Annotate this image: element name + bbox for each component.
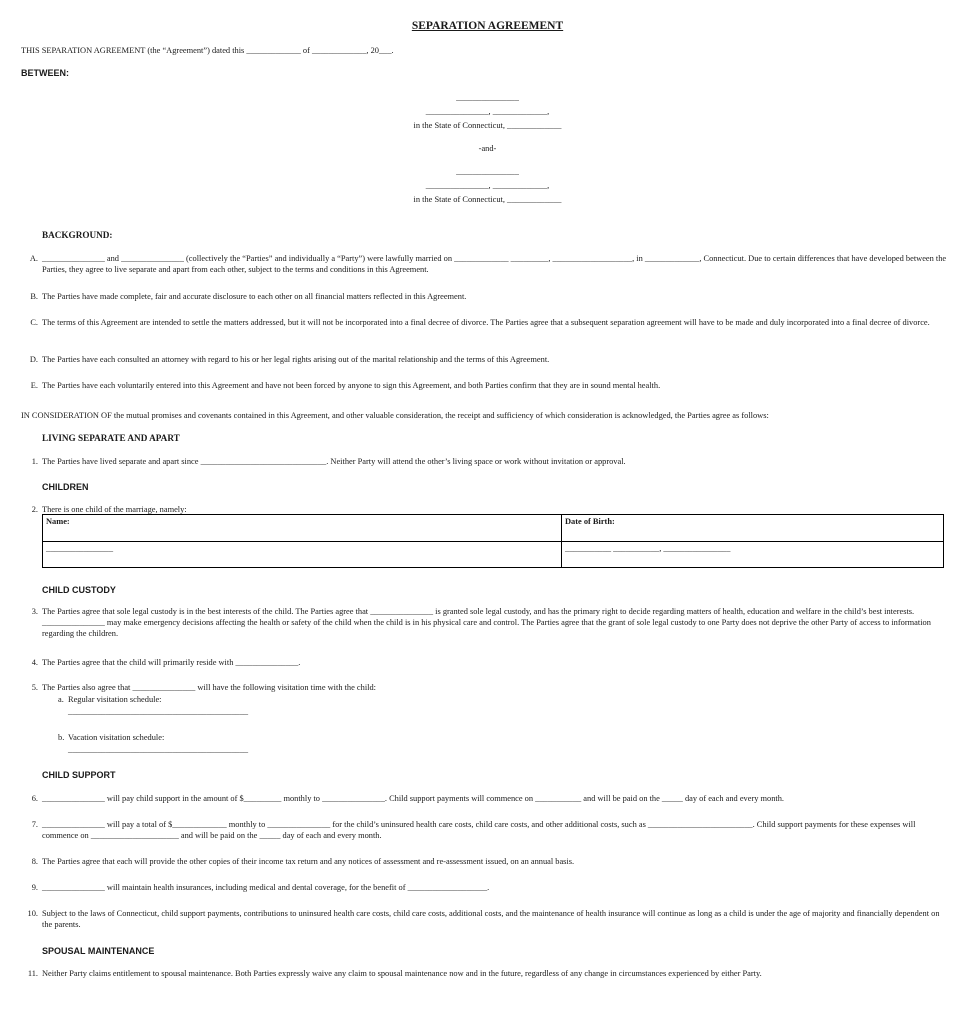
clause-5a-blank: ___________________________________________ — [68, 707, 249, 716]
and-separator: -and- — [478, 144, 497, 153]
document-title: SEPARATION AGREEMENT — [411, 20, 564, 32]
background-heading: BACKGROUND: — [42, 230, 113, 240]
clause-7-text: _______________ will pay a total of $_____________ monthly to _______________ for the child’s uninsured health care costs, child care costs, and other additional costs, such as _________________________. Child support payments for these expenses will commence on _____________________ and will be paid on the _____ day of each and every month. — [42, 820, 916, 840]
table-row — [43, 542, 944, 568]
living-separate-heading: LIVING SEPARATE AND APART — [42, 433, 180, 443]
clause-2-text: There is one child of the marriage, namely: — [42, 505, 187, 514]
child-dob-cell: ___________ ___________, ________________ — [562, 542, 944, 568]
background-e-text: The Parties have each voluntarily entered into this Agreement and have not been forced by anyone to sign this Agreement, and both Parties confirm that they are in sound mental health. — [42, 381, 661, 390]
clause-5-label: 5. — [31, 683, 38, 692]
child-table — [42, 514, 944, 568]
table-header-row — [43, 515, 944, 542]
party1-address-blank: _______________, _____________, — [425, 107, 550, 116]
background-c-label: C. — [30, 318, 38, 327]
clause-7-label: 7. — [31, 820, 38, 829]
party1-state-line: in the State of Connecticut, _____________ — [413, 121, 562, 130]
clause-10-text: Subject to the laws of Connecticut, child support payments, contributions to uninsured health care costs, child care costs, additional costs, and the maintenance of health insurance will continue as long as a child is under the age of majority and financially dependent on the parents. — [42, 909, 940, 929]
clause-11-label: 11. — [27, 969, 38, 978]
clause-3-text: The Parties agree that sole legal custody is in the best interests of the child. The Parties agree that _______________ is granted sole legal custody, and has the primary right to decide regarding matters of health, education and welfare in the child’s best interests. _______________ may make emergency decisions affecting the health or safety of the child when the child is in his physical care and control. The Parties agree that the grant of sole legal custody to one Party does not deprive the other Party of access to information regarding the children. — [42, 607, 931, 638]
party2-name-blank: _______________ — [456, 167, 519, 176]
clause-5b-blank: ___________________________________________ — [68, 745, 249, 754]
party2-address-blank: _______________, _____________, — [425, 181, 550, 190]
clause-8-text: The Parties agree that each will provide the other copies of their income tax return and any notices of assessment and re-assessment issued, on an annual basis. — [42, 857, 575, 866]
clause-4-label: 4. — [31, 658, 38, 667]
child-name-header: Name: — [43, 515, 562, 542]
background-d-text: The Parties have each consulted an attorney with regard to his or her legal rights arising out of the marital relationship and the terms of this Agreement. — [42, 355, 550, 364]
consideration-clause: IN CONSIDERATION OF the mutual promises and covenants contained in this Agreement, and other valuable consideration, the receipt and sufficiency of which consideration is acknowledged, the Parties agree as follows: — [21, 411, 769, 420]
clause-5a-label: a. — [58, 695, 64, 704]
spousal-maintenance-heading: SPOUSAL MAINTENANCE — [42, 946, 155, 956]
child-custody-heading: CHILD CUSTODY — [42, 585, 116, 595]
clause-4-text: The Parties agree that the child will primarily reside with _______________. — [42, 658, 301, 667]
child-dob-header: Date of Birth: — [562, 515, 944, 542]
children-heading: CHILDREN — [42, 482, 89, 492]
clause-8-label: 8. — [31, 857, 38, 866]
clause-1-text: The Parties have lived separate and apart since ______________________________. Neither Party will attend the other’s living space or work without invitation or approval. — [42, 457, 626, 466]
clause-6-label: 6. — [31, 794, 38, 803]
child-support-heading: CHILD SUPPORT — [42, 770, 116, 780]
clause-1-label: 1. — [31, 457, 38, 466]
background-c-text: The terms of this Agreement are intended to settle the matters addressed, but it will not be incorporated into a final decree of divorce. The Parties agree that a subsequent separation agreement will have to be made and duly incorporated into a final decree of divorce. — [42, 318, 930, 327]
clause-3-label: 3. — [31, 607, 38, 616]
clause-9-text: _______________ will maintain health insurances, including medical and dental coverage, for the benefit of ___________________. — [42, 883, 490, 892]
background-e-label: E. — [30, 381, 38, 390]
clause-6-text: _______________ will pay child support in the amount of $_________ monthly to _______________. Child support payments will commence on ___________ and will be paid on the _____ day of each and every month. — [42, 794, 785, 803]
background-d-label: D. — [29, 355, 38, 364]
between-heading: BETWEEN: — [21, 68, 69, 78]
child-name-cell: ________________ — [43, 542, 562, 568]
clause-9-label: 9. — [31, 883, 38, 892]
clause-11-text: Neither Party claims entitlement to spousal maintenance. Both Parties expressly waive any claim to spousal maintenance now and in the future, regardless of any change in circumstances experienced by either Party. — [42, 969, 762, 978]
party2-state-line: in the State of Connecticut, _____________ — [413, 195, 562, 204]
clause-5a-text: Regular visitation schedule: — [68, 695, 162, 704]
party1-name-blank: _______________ — [456, 93, 519, 102]
background-b-text: The Parties have made complete, fair and accurate disclosure to each other on all financial matters reflected in this Agreement. — [42, 292, 467, 301]
clause-5b-text: Vacation visitation schedule: — [68, 733, 165, 742]
clause-2-label: 2. — [31, 505, 38, 514]
clause-5b-label: b. — [58, 733, 65, 742]
background-b-label: B. — [30, 292, 38, 301]
background-a-label: A. — [29, 254, 38, 263]
background-a-text: _______________ and _______________ (collectively the “Parties” and individually a “Party”) were lawfully married on _____________ _________, ___________________, in _____________, Connecticut. Due to certain differences that have developed between the Parties, they agree to live separate and apart from each other, subject to the terms and conditions in this Agreement. — [42, 254, 947, 274]
clause-10-label: 10. — [27, 909, 38, 918]
clause-5-text: The Parties also agree that _______________ will have the following visitation time with the child: — [42, 683, 377, 692]
intro-line: THIS SEPARATION AGREEMENT (the “Agreement”) dated this _____________ of _____________, 20___. — [21, 46, 394, 55]
